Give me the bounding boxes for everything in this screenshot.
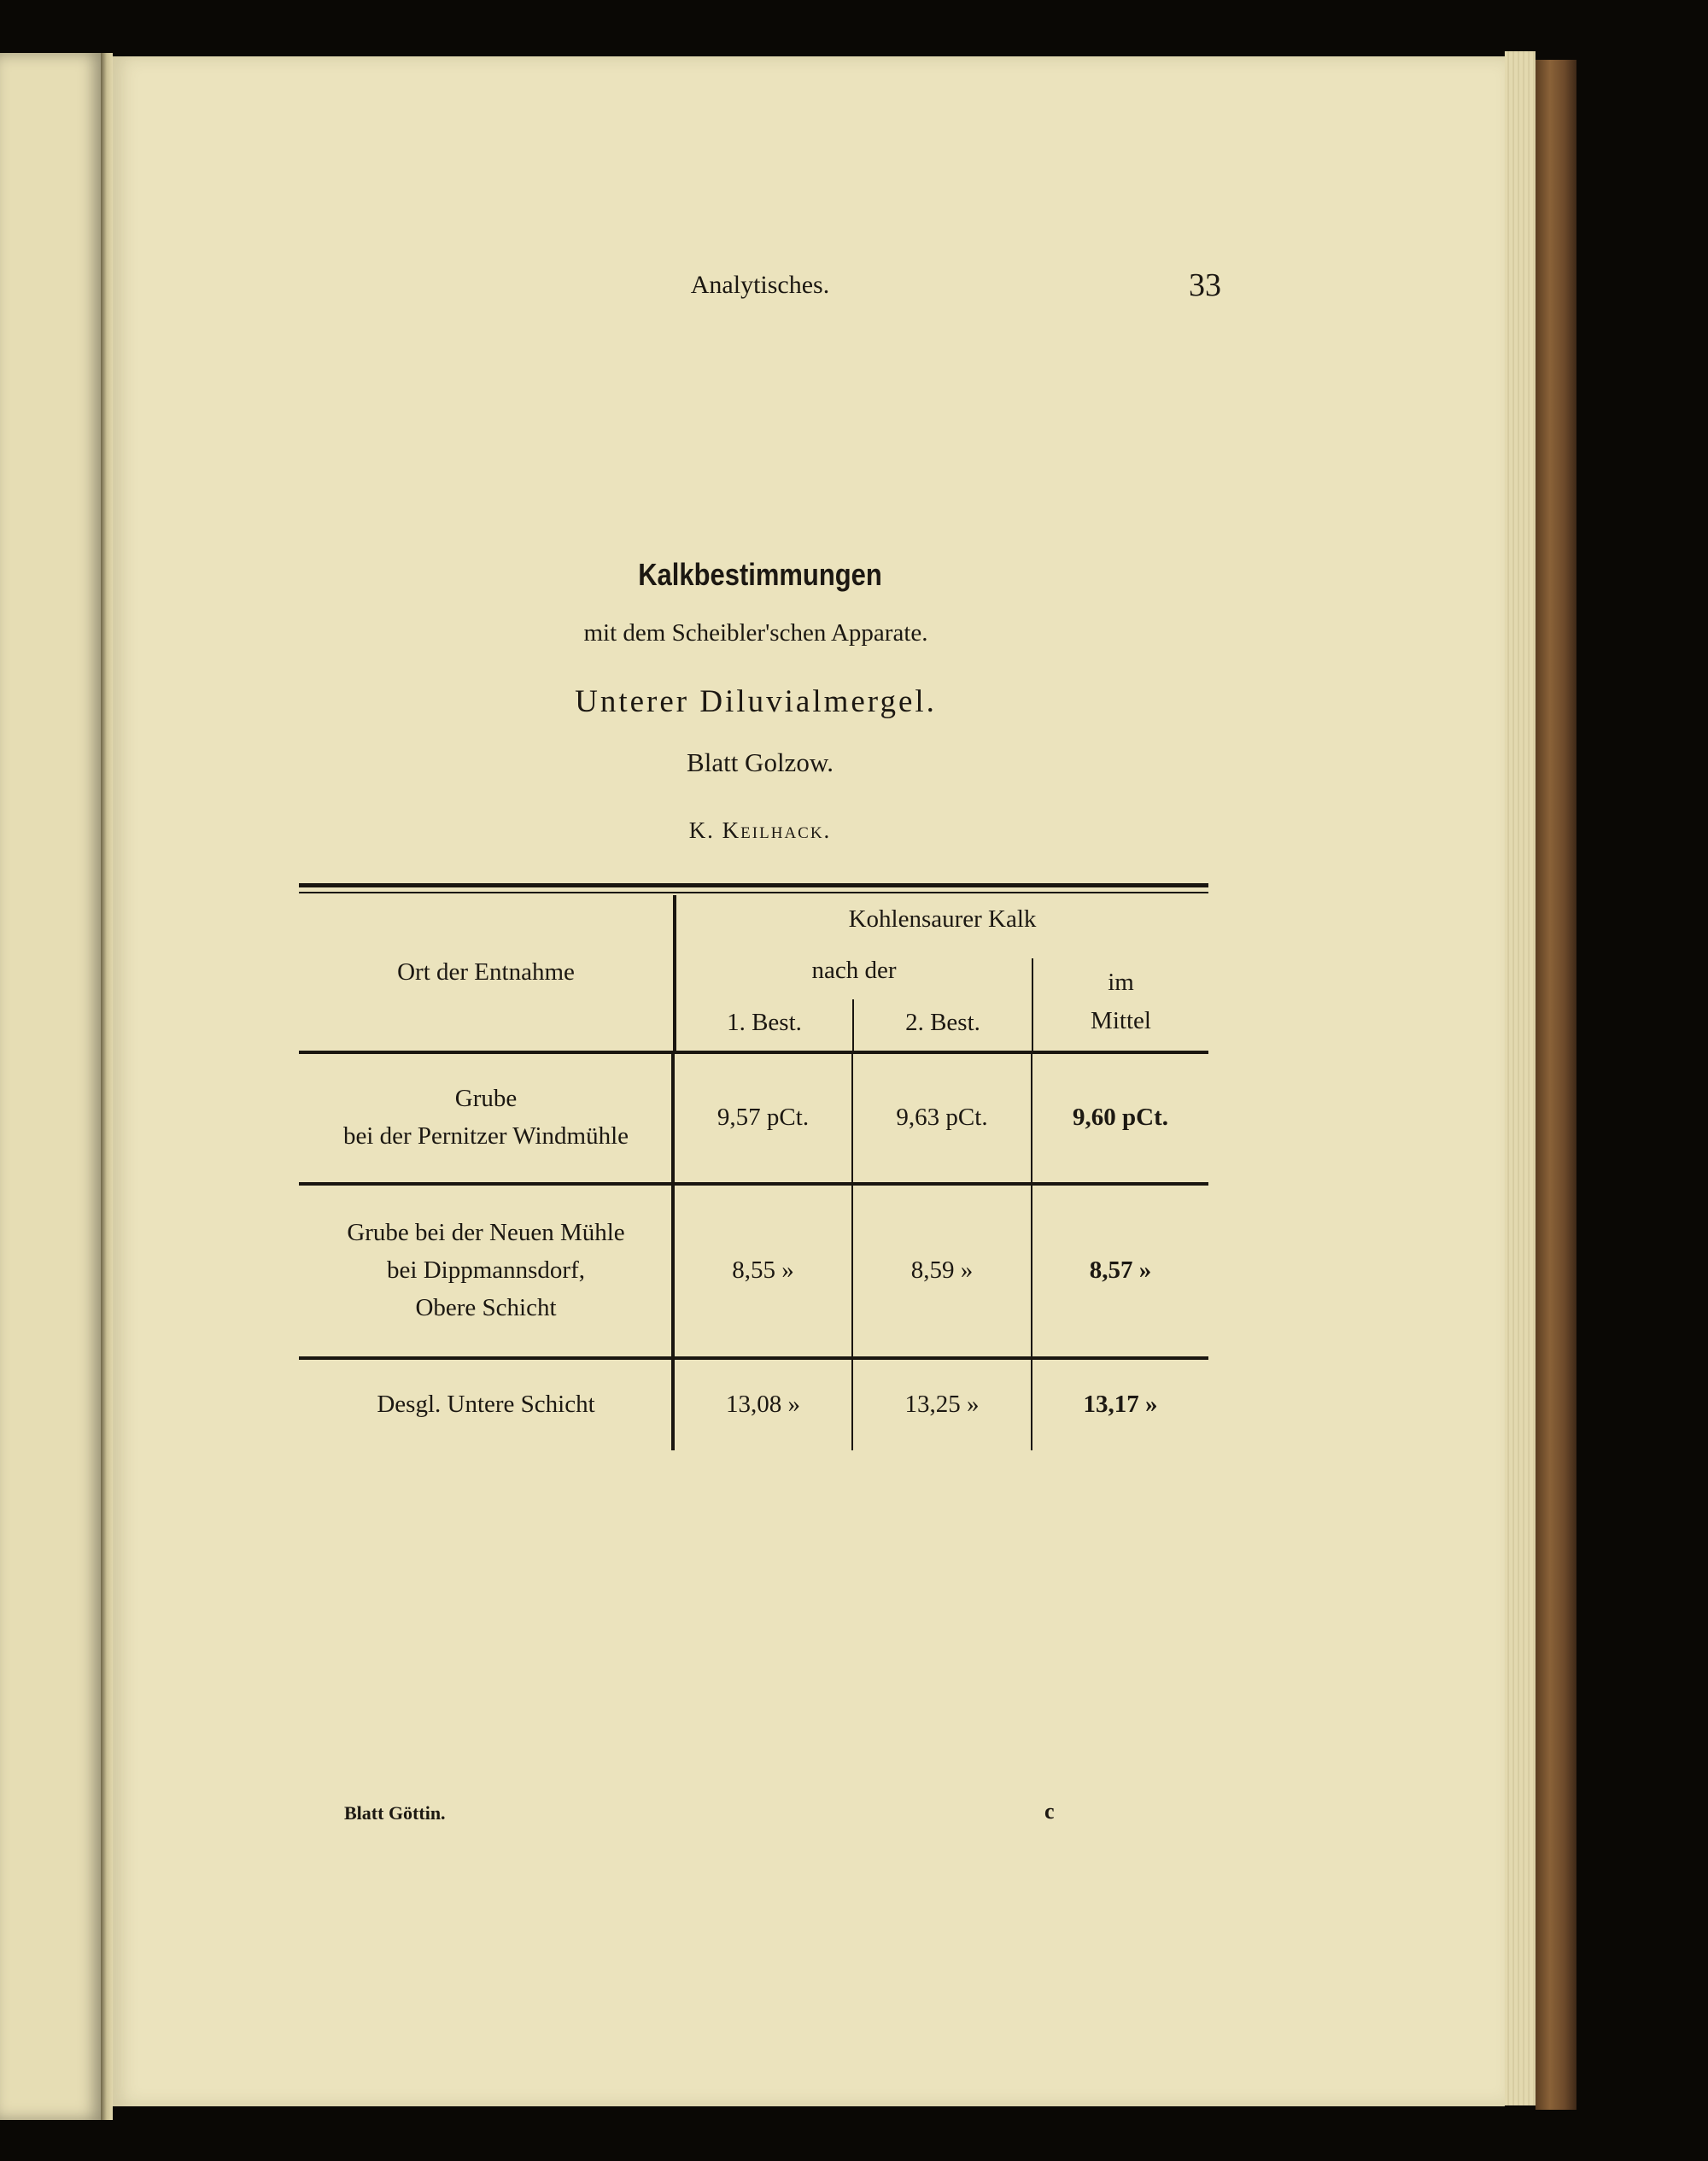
table-row-1-mean: 9,60 pCt.: [1073, 1104, 1168, 1131]
table-row-3-best2: 13,25 »: [904, 1391, 980, 1418]
table-row-2-location-line3: Obere Schicht: [415, 1294, 557, 1321]
table-row-rule: [299, 1182, 1208, 1186]
table-header-rule: [299, 1051, 1208, 1054]
column-header-location: Ort der Entnahme: [397, 958, 575, 986]
table-row-2-location-line2: bei Dippmannsdorf,: [387, 1256, 585, 1284]
table-row-1-best2: 9,63 pCt.: [896, 1104, 988, 1131]
column-header-mean-line2: Mittel: [1091, 1007, 1151, 1034]
left-page-edge: [0, 53, 101, 2120]
table-row-3-mean: 13,17 »: [1083, 1391, 1158, 1418]
table-row-1-location-line2: bei der Pernitzer Windmühle: [342, 1122, 629, 1150]
book-cover-edge: [1535, 60, 1576, 2110]
page-number: 33: [1189, 267, 1221, 303]
page-title: Kalkbestimmungen: [638, 557, 882, 592]
column-header-best1: 1. Best.: [727, 1009, 802, 1036]
group-header: Kohlensaurer Kalk: [848, 905, 1037, 933]
column-header-mean-line1: im: [1108, 969, 1134, 996]
subtitle: mit dem Scheibler'schen Apparate.: [583, 619, 928, 647]
running-title: Analytisches.: [690, 271, 830, 299]
table-row-3-best1: 13,08 »: [726, 1391, 800, 1418]
table-row-rule: [299, 1356, 1208, 1360]
table-top-rule-thin: [299, 892, 1208, 893]
page-edges: [1505, 51, 1535, 2105]
book-gutter: [101, 53, 113, 2120]
table-row-3-location: Desgl. Untere Schicht: [377, 1391, 595, 1418]
signature-mark-left: Blatt Göttin.: [344, 1802, 446, 1824]
table-row-1-best1: 9,57 pCt.: [717, 1104, 810, 1131]
column-header-best2: 2. Best.: [905, 1009, 980, 1036]
signature-mark-right: c: [1044, 1799, 1055, 1824]
table-row-1-location-line1: Grube: [454, 1085, 518, 1112]
subgroup-header: nach der: [811, 957, 897, 984]
table-row-2-best2: 8,59 »: [910, 1256, 974, 1284]
table-row-2-best1: 8,55 »: [732, 1256, 794, 1284]
table-row-2-mean: 8,57 »: [1089, 1256, 1152, 1284]
table-top-rule: [299, 883, 1208, 887]
author: K. Keilhack.: [688, 817, 832, 843]
table-row-2-location-line1: Grube bei der Neuen Mühle: [347, 1219, 625, 1246]
sheet-name: Blatt Golzow.: [687, 747, 834, 777]
section-heading: Unterer Diluvialmergel.: [575, 684, 937, 719]
